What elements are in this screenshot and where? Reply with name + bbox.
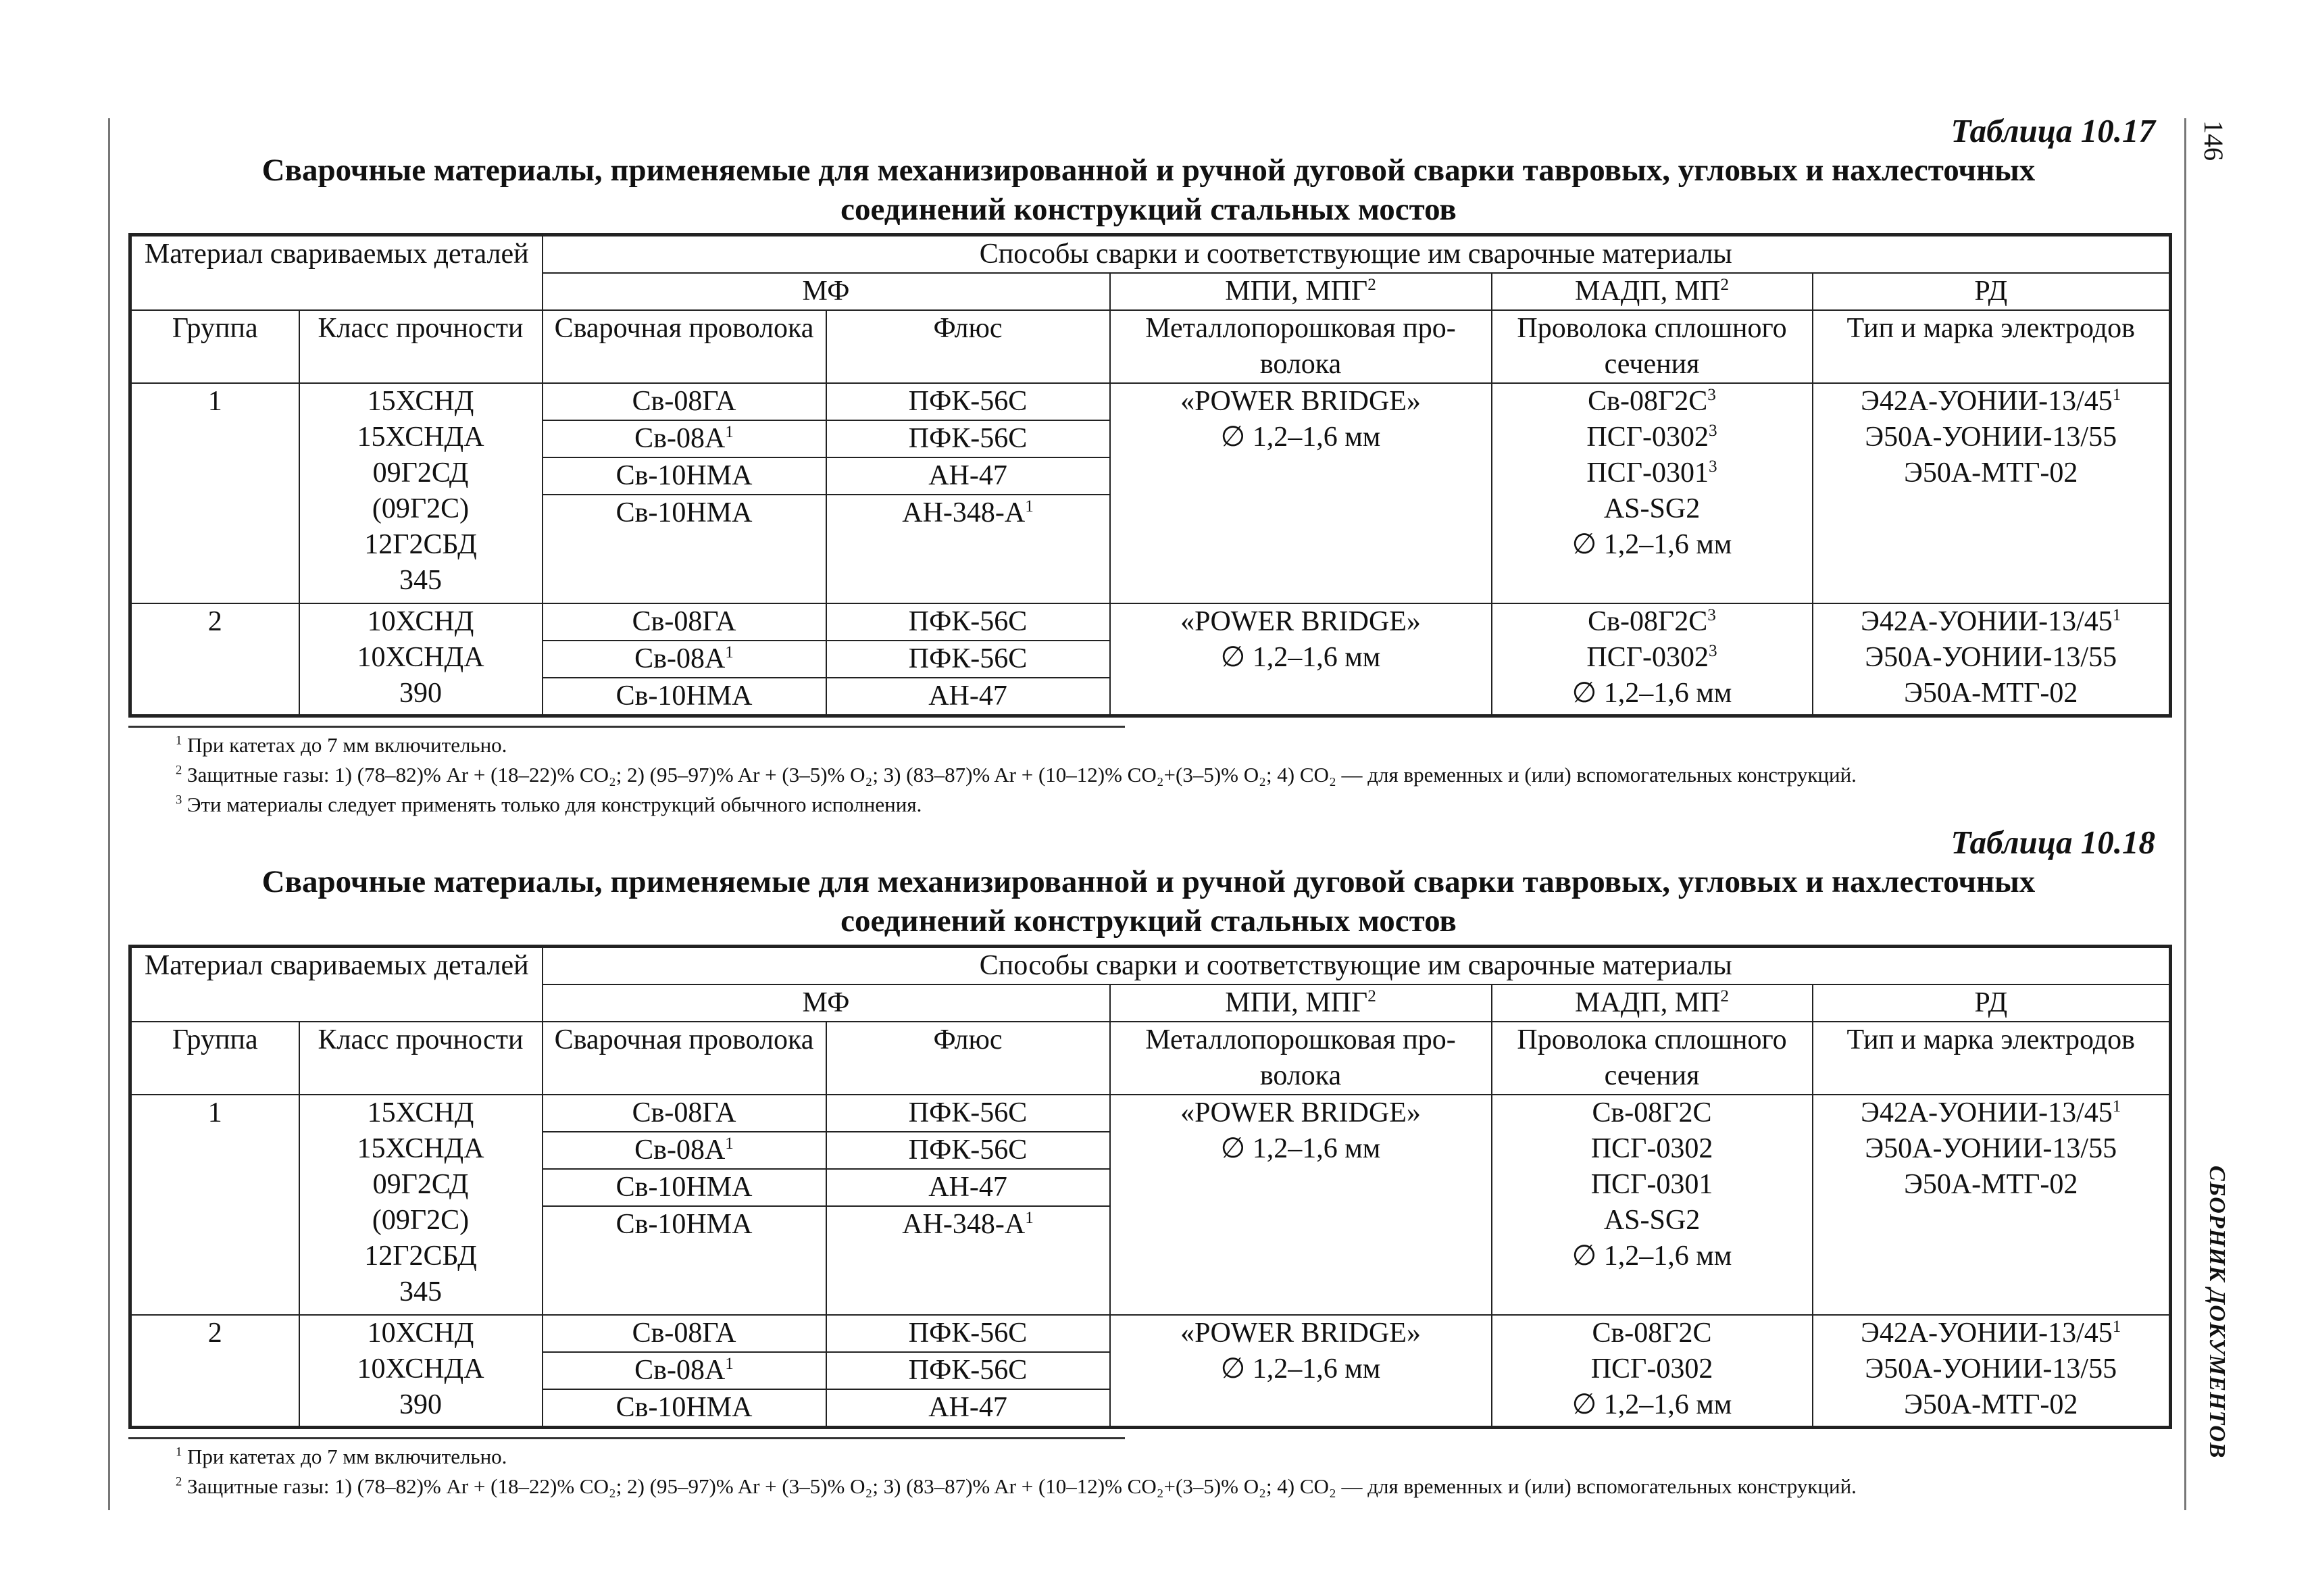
header-rd: РД [1813, 984, 2171, 1022]
solid-wire-line-text: Св-08Г2С [1592, 1318, 1712, 1349]
wire-cell [543, 678, 826, 716]
solid-wire-line [1496, 455, 1808, 491]
header-flux: Флюс [826, 1022, 1110, 1095]
electrode-line-text: Э50А-МТГ-02 [1904, 1389, 2078, 1420]
electrodes-cell [1813, 603, 2171, 716]
footnote-number: 3 [176, 793, 182, 807]
header-methods: Способы сварки и соответствующие им сварочные материалы [543, 235, 2171, 274]
steel-grade-text: 390 [399, 678, 442, 709]
header-material: Материал свариваемых деталей [130, 235, 543, 311]
header-row [130, 947, 2171, 985]
powder-wire-line [1115, 384, 1487, 420]
footnotes [128, 1442, 2169, 1501]
electrode-line [1817, 676, 2165, 712]
header-mpi-text-footnote-ref: 2 [1367, 276, 1376, 294]
electrode-line-text: Э50А-УОНИИ-13/55 [1865, 422, 2117, 453]
wire-cell [543, 1169, 826, 1206]
header-wire: Сварочная проволока [543, 1022, 826, 1095]
solid-wire-line [1496, 384, 1808, 420]
wire-text-footnote-ref: 1 [725, 423, 734, 441]
footnote-number: 2 [176, 763, 182, 778]
header-material: Материал свариваемых деталей [130, 947, 543, 1022]
solid-wire-line [1496, 676, 1808, 712]
flux-text: ПФК-56С [908, 1097, 1028, 1128]
right-margin-rule [2184, 118, 2186, 1510]
flux-cell [826, 495, 1110, 531]
solid-wire-line-footnote-ref: 3 [1709, 422, 1717, 440]
flux-text: АН-348-А [902, 497, 1026, 528]
footnote-number: 2 [176, 1474, 182, 1489]
solid-wire-line [1496, 1095, 1808, 1131]
table-title-line-2: соединений конструкций стальных мостов [840, 903, 1457, 939]
electrode-line-text: Э42А-УОНИИ-13/45 [1861, 386, 2113, 417]
table-row [130, 603, 2171, 641]
wire-cell [543, 383, 826, 420]
table-title-line-1: Сварочные материалы, применяемые для механизированной и ручной дуговой сварки тавровых, угловых и нахлесточных [261, 864, 2036, 899]
footnote-divider [128, 726, 1125, 728]
solid-wire-line [1496, 604, 1808, 640]
wire-text-footnote-ref: 1 [725, 1355, 734, 1373]
powder-wire-line [1115, 1316, 1487, 1351]
electrode-line [1817, 420, 2165, 455]
header-flux: Флюс [826, 310, 1110, 383]
wire-text-footnote-ref: 1 [725, 1134, 734, 1153]
electrode-line-text: Э50А-УОНИИ-13/55 [1865, 1133, 2117, 1164]
header-electrodes: Тип и марка электродов [1813, 310, 2171, 383]
solid-wire-line-text: Св-08Г2С [1588, 386, 1708, 417]
electrode-line [1817, 1316, 2165, 1351]
flux-text: ПФК-56С [908, 423, 1028, 454]
steel-grade [304, 1167, 538, 1203]
solid-wire-line-footnote-ref: 3 [1707, 386, 1716, 404]
flux-cell [826, 1315, 1110, 1352]
powder-wire-line [1115, 420, 1487, 455]
solid-wire-line-text: ПСГ-0302 [1586, 422, 1709, 453]
solid-wire-line-text: ∅ 1,2–1,6 мм [1571, 678, 1732, 709]
solid-wire-line-text: AS-SG2 [1603, 1205, 1701, 1236]
table-row [130, 1095, 2171, 1132]
wire-cell [543, 641, 826, 678]
solid-wire-line-footnote-ref: 3 [1709, 457, 1717, 476]
steel-grade [304, 1095, 538, 1131]
solid-wire-line [1496, 1316, 1808, 1351]
flux-cell [826, 1352, 1110, 1389]
electrode-line-footnote-ref: 1 [2112, 1097, 2121, 1116]
footnote-divider [128, 1437, 1125, 1439]
wire-text: Св-10НМА [615, 1209, 753, 1240]
header-powder-wire: Металлопорошковая про- волока [1110, 1022, 1492, 1095]
electrode-line-text: Э50А-УОНИИ-13/55 [1865, 642, 2117, 673]
header-row [130, 1022, 2171, 1095]
powder-wire-cell [1110, 383, 1492, 603]
wire-text: Св-08ГА [632, 386, 736, 417]
steel-grade-text: 390 [399, 1389, 442, 1420]
footnote [176, 790, 2169, 820]
header-madp-text-footnote-ref: 2 [1720, 987, 1729, 1005]
powder-wire-line-text: «POWER BRIDGE» [1180, 1097, 1421, 1128]
powder-wire-cell [1110, 1095, 1492, 1315]
electrode-line-footnote-ref: 1 [2112, 606, 2121, 624]
steel-grade [304, 491, 538, 527]
solid-wire-line-text: ∅ 1,2–1,6 мм [1571, 1389, 1732, 1420]
group-cell: 1 [130, 1095, 299, 1315]
wire-cell [543, 420, 826, 457]
footnote-text: Защитные газы: 1) (78–82)% Ar + (18–22)% CO₂; 2) (95–97)% Ar + (3–5)% O₂; 3) (83–87)% Ar + (10–12)% CO₂+(3–5)% O₂; 4) CO₂ — для временных и (или) вспомогательных конструкций. [187, 763, 1857, 787]
table-row [130, 383, 2171, 420]
header-madp-text-footnote-ref: 2 [1720, 276, 1729, 294]
flux-text: АН-47 [928, 460, 1007, 491]
steel-grade [304, 640, 538, 676]
electrodes-cell [1813, 1095, 2171, 1315]
table-row [130, 1315, 2171, 1352]
header-group: Группа [130, 1022, 299, 1095]
header-mpi [1110, 984, 1492, 1022]
wire-cell [543, 1132, 826, 1169]
wire-cell-empty [543, 1243, 826, 1315]
header-powder-wire: Металлопорошковая про- волока [1110, 310, 1492, 383]
header-group: Группа [130, 310, 299, 383]
wire-text: Св-10НМА [615, 1392, 753, 1423]
wire-text: Св-08А [634, 423, 726, 454]
table-section-10-18 [128, 823, 2169, 1501]
electrode-line [1817, 1131, 2165, 1167]
solid-wire-cell [1492, 1315, 1813, 1428]
solid-wire-line [1496, 1203, 1808, 1239]
steel-grade-text: 15ХСНДА [357, 422, 484, 453]
header-mpi [1110, 273, 1492, 310]
powder-wire-line [1115, 604, 1487, 640]
steel-grade [304, 1203, 538, 1239]
solid-wire-line [1496, 527, 1808, 563]
flux-cell [826, 603, 1110, 641]
powder-wire-line [1115, 640, 1487, 676]
header-solid-wire: Проволока сплошного сечения [1492, 1022, 1813, 1095]
header-mf: МФ [543, 273, 1110, 310]
flux-text: ПФК-56С [908, 643, 1028, 674]
wire-text: Св-10НМА [615, 680, 753, 712]
solid-wire-line [1496, 420, 1808, 455]
solid-wire-line-text: ПСГ-0302 [1590, 1133, 1713, 1164]
electrode-line [1817, 384, 2165, 420]
flux-cell [826, 457, 1110, 495]
steel-grade-text: 345 [399, 1276, 442, 1307]
steel-grade-text: 09Г2СД [372, 457, 469, 489]
flux-cell [826, 1132, 1110, 1169]
table-section-10-17 [128, 111, 2169, 820]
wire-cell [543, 495, 826, 531]
footnote-text: При катетах до 7 мм включительно. [187, 1445, 507, 1468]
solid-wire-line [1496, 1387, 1808, 1423]
solid-wire-cell [1492, 603, 1813, 716]
steel-grade-text: 15ХСНД [367, 386, 474, 417]
header-electrodes: Тип и марка электродов [1813, 1022, 2171, 1095]
electrode-line [1817, 1387, 2165, 1423]
flux-text: АН-47 [928, 1172, 1007, 1203]
class-cell [299, 1095, 543, 1315]
electrodes-cell [1813, 1315, 2171, 1428]
flux-text: ПФК-56С [908, 1355, 1028, 1386]
flux-text: АН-47 [928, 1392, 1007, 1423]
electrodes-cell [1813, 383, 2171, 603]
wire-text: Св-10НМА [615, 1172, 753, 1203]
flux-cell [826, 420, 1110, 457]
steel-grade [304, 384, 538, 420]
flux-cell-empty [826, 531, 1110, 603]
steel-grade [304, 527, 538, 563]
steel-grade [304, 563, 538, 599]
header-madp-text: МАДП, МП [1575, 987, 1721, 1018]
solid-wire-line [1496, 1351, 1808, 1387]
electrode-line-text: Э50А-УОНИИ-13/55 [1865, 1353, 2117, 1385]
solid-wire-cell [1492, 1095, 1813, 1315]
wire-cell [543, 1206, 826, 1243]
header-solid-wire: Проволока сплошного сечения [1492, 310, 1813, 383]
wire-text: Св-08ГА [632, 1097, 736, 1128]
solid-wire-line-text: Св-08Г2С [1588, 606, 1708, 637]
solid-wire-line [1496, 1167, 1808, 1203]
flux-cell [826, 641, 1110, 678]
electrode-line [1817, 1351, 2165, 1387]
powder-wire-line [1115, 1095, 1487, 1131]
steel-grade-text: 12Г2СБД [364, 529, 477, 560]
electrode-line-footnote-ref: 1 [2112, 1318, 2121, 1336]
wire-cell [543, 603, 826, 641]
electrode-line-text: Э42А-УОНИИ-13/45 [1861, 606, 2113, 637]
footnote [176, 760, 2169, 790]
flux-text: ПФК-56С [908, 386, 1028, 417]
solid-wire-line-text: ПСГ-0301 [1590, 1169, 1713, 1200]
solid-wire-line-text: ПСГ-0302 [1590, 1353, 1713, 1385]
wire-cell [543, 1095, 826, 1132]
footnote-text: Защитные газы: 1) (78–82)% Ar + (18–22)% CO₂; 2) (95–97)% Ar + (3–5)% O₂; 3) (83–87)% Ar + (10–12)% CO₂+(3–5)% O₂; 4) CO₂ — для временных и (или) вспомогательных конструкций. [187, 1474, 1857, 1498]
steel-grade-text: 10ХСНД [367, 1318, 474, 1349]
header-class: Класс прочности [299, 310, 543, 383]
powder-wire-line [1115, 1131, 1487, 1167]
wire-text: Св-10НМА [615, 497, 753, 528]
table-label: Таблица 10.17 [1951, 112, 2155, 149]
footnotes [128, 730, 2169, 820]
solid-wire-line [1496, 1239, 1808, 1274]
footnote [176, 1472, 2169, 1501]
electrode-line-footnote-ref: 1 [2112, 386, 2121, 404]
flux-cell-empty [826, 1243, 1110, 1315]
header-mpi-text: МПИ, МПГ [1225, 276, 1368, 307]
wire-cell [543, 457, 826, 495]
electrode-line-text: Э50А-МТГ-02 [1904, 678, 2078, 709]
flux-text: АН-348-А [902, 1209, 1026, 1240]
table-title-line-2: соединений конструкций стальных мостов [840, 192, 1457, 227]
steel-grade-text: 12Г2СБД [364, 1241, 477, 1272]
footnote-number: 1 [176, 1445, 182, 1460]
powder-wire-line-text: «POWER BRIDGE» [1180, 386, 1421, 417]
flux-cell [826, 383, 1110, 420]
electrode-line-text: Э42А-УОНИИ-13/45 [1861, 1097, 2113, 1128]
powder-wire-line-text: ∅ 1,2–1,6 мм [1220, 642, 1381, 673]
header-madp [1492, 984, 1813, 1022]
steel-grade-text: (09Г2С) [372, 1205, 470, 1236]
group-cell: 2 [130, 1315, 299, 1428]
solid-wire-line-footnote-ref: 3 [1707, 606, 1716, 624]
header-mpi-text: МПИ, МПГ [1225, 987, 1368, 1018]
electrode-line [1817, 1167, 2165, 1203]
steel-grade [304, 604, 538, 640]
electrode-line-text: Э50А-МТГ-02 [1904, 1169, 2078, 1200]
flux-cell [826, 1206, 1110, 1243]
steel-grade [304, 1239, 538, 1274]
solid-wire-line-text: ПСГ-0302 [1586, 642, 1709, 673]
flux-text: ПФК-56С [908, 1318, 1028, 1349]
footnote [176, 730, 2169, 760]
group-cell: 2 [130, 603, 299, 716]
steel-grade-text: 345 [399, 565, 442, 596]
powder-wire-line-text: «POWER BRIDGE» [1180, 606, 1421, 637]
solid-wire-cell [1492, 383, 1813, 603]
steel-grade [304, 676, 538, 712]
wire-text: Св-08А [634, 1134, 726, 1166]
footnote [176, 1442, 2169, 1472]
steel-grade [304, 1131, 538, 1167]
steel-grade-text: 10ХСНД [367, 606, 474, 637]
electrode-line [1817, 640, 2165, 676]
electrode-line [1817, 604, 2165, 640]
header-class: Класс прочности [299, 1022, 543, 1095]
table-title-line-1: Сварочные материалы, применяемые для механизированной и ручной дуговой сварки тавровых, угловых и нахлесточных [261, 153, 2036, 188]
solid-wire-line [1496, 1131, 1808, 1167]
powder-wire-cell [1110, 603, 1492, 716]
powder-wire-line [1115, 1351, 1487, 1387]
welding-materials-table [128, 233, 2172, 718]
steel-grade [304, 1387, 538, 1423]
solid-wire-line-footnote-ref: 3 [1709, 642, 1717, 660]
powder-wire-cell [1110, 1315, 1492, 1428]
solid-wire-line-text: ∅ 1,2–1,6 мм [1571, 1241, 1732, 1272]
flux-text: ПФК-56С [908, 606, 1028, 637]
flux-cell [826, 678, 1110, 716]
flux-cell [826, 1389, 1110, 1428]
flux-text-footnote-ref: 1 [1025, 1209, 1034, 1227]
steel-grade-text: 10ХСНДА [357, 642, 484, 673]
steel-grade [304, 420, 538, 455]
footnote-text: При катетах до 7 мм включительно. [187, 733, 507, 757]
class-cell [299, 1315, 543, 1428]
flux-text: ПФК-56С [908, 1134, 1028, 1166]
header-mpi-text-footnote-ref: 2 [1367, 987, 1376, 1005]
wire-text: Св-08А [634, 643, 726, 674]
wire-cell [543, 1315, 826, 1352]
left-margin-rule [108, 118, 110, 1510]
class-cell [299, 603, 543, 716]
running-head: СБОРНИК ДОКУМЕНТОВ [2205, 1166, 2230, 1459]
steel-grade-text: 15ХСНД [367, 1097, 474, 1128]
powder-wire-line-text: ∅ 1,2–1,6 мм [1220, 1133, 1381, 1164]
electrode-line-text: Э42А-УОНИИ-13/45 [1861, 1318, 2113, 1349]
header-madp-text: МАДП, МП [1575, 276, 1721, 307]
header-row [130, 310, 2171, 383]
solid-wire-line-text: ПСГ-0301 [1586, 457, 1709, 489]
flux-text-footnote-ref: 1 [1025, 497, 1034, 516]
powder-wire-line-text: ∅ 1,2–1,6 мм [1220, 1353, 1381, 1385]
wire-text: Св-08ГА [632, 1318, 736, 1349]
steel-grade [304, 1351, 538, 1387]
steel-grade-text: (09Г2С) [372, 493, 470, 524]
steel-grade [304, 1316, 538, 1351]
steel-grade [304, 1274, 538, 1310]
header-wire: Сварочная проволока [543, 310, 826, 383]
electrode-line-text: Э50А-МТГ-02 [1904, 457, 2078, 489]
solid-wire-line-text: AS-SG2 [1603, 493, 1701, 524]
header-rd: РД [1813, 273, 2171, 310]
steel-grade-text: 10ХСНДА [357, 1353, 484, 1385]
electrode-line [1817, 1095, 2165, 1131]
footnote-number: 1 [176, 733, 182, 748]
solid-wire-line-text: ∅ 1,2–1,6 мм [1571, 529, 1732, 560]
wire-cell [543, 1352, 826, 1389]
steel-grade [304, 455, 538, 491]
header-row [130, 235, 2171, 274]
steel-grade-text: 09Г2СД [372, 1169, 469, 1200]
powder-wire-line-text: ∅ 1,2–1,6 мм [1220, 422, 1381, 453]
solid-wire-line-text: Св-08Г2С [1592, 1097, 1712, 1128]
group-cell: 1 [130, 383, 299, 603]
wire-cell-empty [543, 531, 826, 603]
page-number: 146 [2198, 120, 2229, 161]
flux-text: АН-47 [928, 680, 1007, 712]
header-mf: МФ [543, 984, 1110, 1022]
wire-text: Св-10НМА [615, 460, 753, 491]
solid-wire-line [1496, 491, 1808, 527]
electrode-line [1817, 455, 2165, 491]
welding-materials-table [128, 945, 2172, 1429]
table-label: Таблица 10.18 [1951, 824, 2155, 861]
flux-cell [826, 1169, 1110, 1206]
header-methods: Способы сварки и соответствующие им сварочные материалы [543, 947, 2171, 985]
powder-wire-line-text: «POWER BRIDGE» [1180, 1318, 1421, 1349]
header-madp [1492, 273, 1813, 310]
wire-text: Св-08А [634, 1355, 726, 1386]
class-cell [299, 383, 543, 603]
wire-text: Св-08ГА [632, 606, 736, 637]
flux-cell [826, 1095, 1110, 1132]
steel-grade-text: 15ХСНДА [357, 1133, 484, 1164]
solid-wire-line [1496, 640, 1808, 676]
footnote-text: Эти материалы следует применять только для конструкций обычного исполнения. [187, 793, 922, 816]
wire-cell [543, 1389, 826, 1428]
wire-text-footnote-ref: 1 [725, 643, 734, 662]
